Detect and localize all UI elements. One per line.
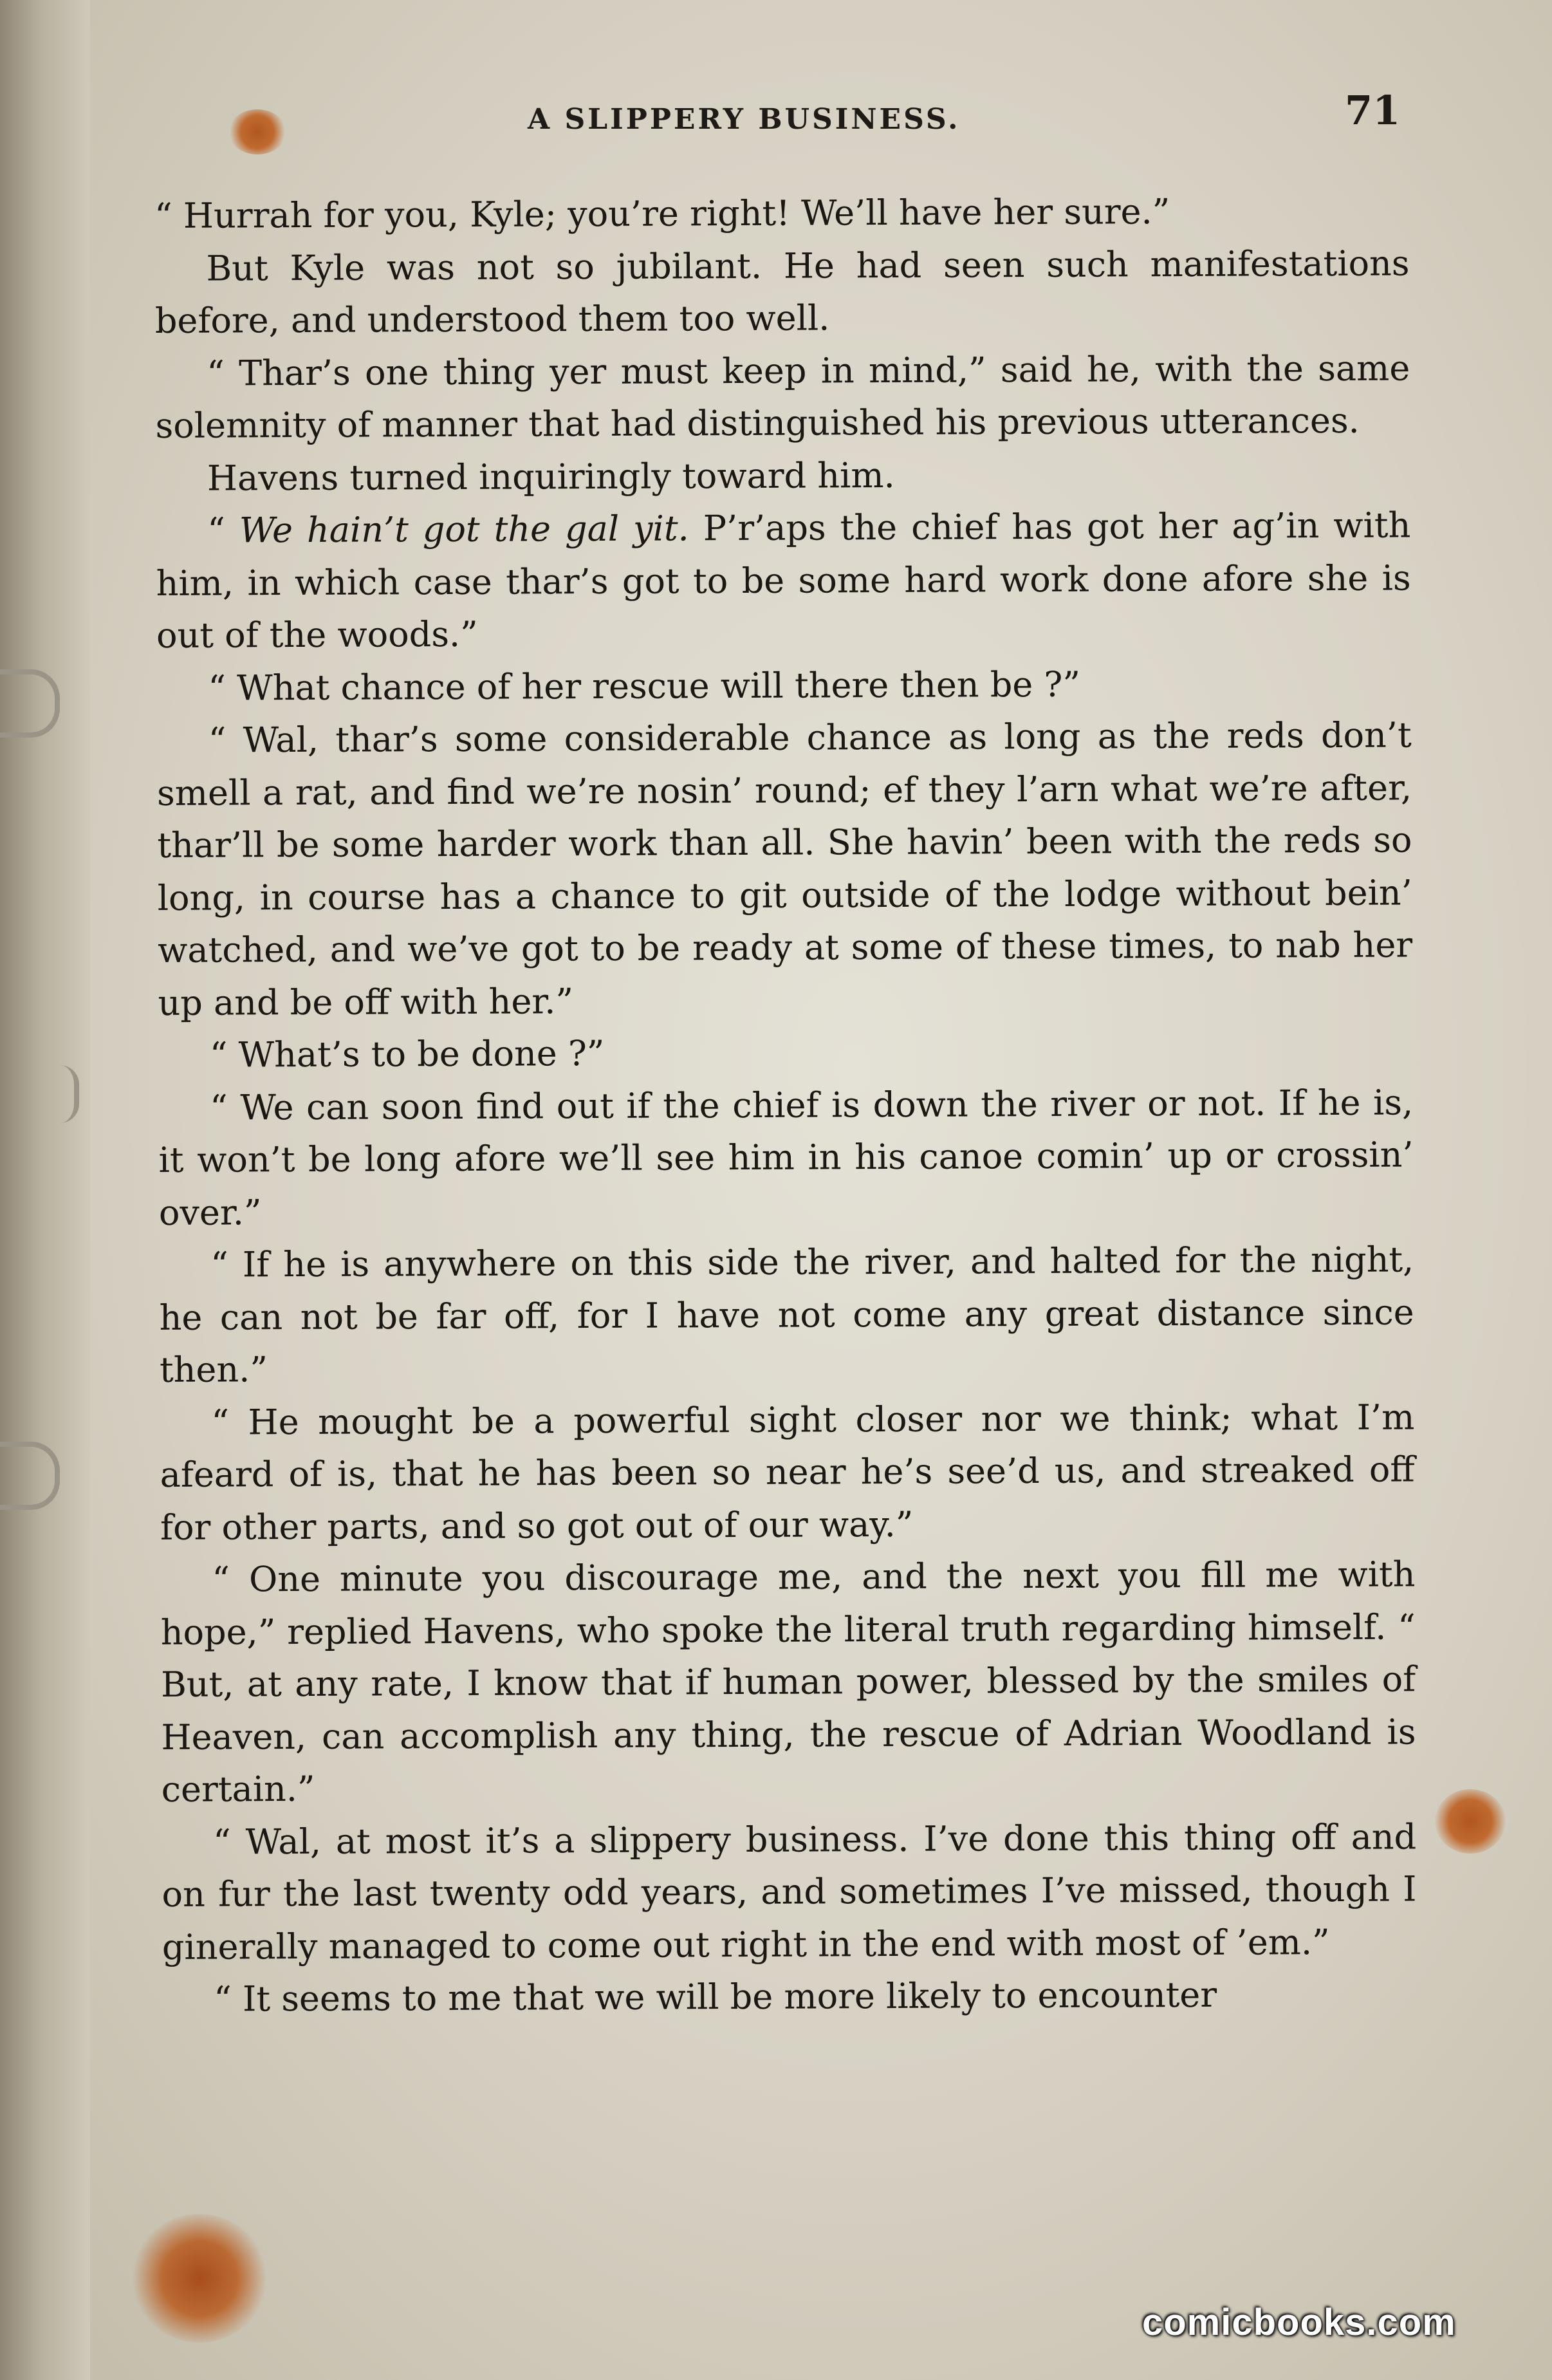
paragraph: “ If he is anywhere on this side the river, and halted for the night, he can not be far off, for I have not come any great distance since then.” [159, 1239, 1414, 1390]
page-binding-edge [0, 0, 90, 2380]
binding-staple [0, 1442, 60, 1510]
binding-staple [48, 1065, 79, 1123]
foxing-stain [132, 2214, 267, 2343]
paragraph: “ What’s to be done ?” [209, 1032, 605, 1075]
running-title: A SLIPPERY BUSINESS. [528, 103, 961, 136]
paragraph: “ What chance of her rescue will there then be ?” [208, 664, 1081, 709]
paragraph: “ Thar’s one thing yer must keep in mind,” said he, with the same solemnity of manner that had distinguished his previous utterances. [155, 347, 1410, 446]
paragraph: “ Hurrah for you, Kyle; you’re right! We’ll have her sure.” [154, 191, 1170, 236]
paragraph: “ Wal, thar’s some considerable chance as long as the reds don’t smell a rat, and find we’re nosin’ round; ef they l’arn what we’re after, thar’ll be some harder work than all. She havin’ been with the reds so long, in course has a chance to git outside of the lodge without bein’ watched, and we’ve got to be ready at some of these times, to nab her up and be off with her.” [156, 714, 1413, 1023]
paragraph: Havens turned inquiringly toward him. [207, 454, 895, 499]
binding-staple [0, 669, 60, 738]
body-text [154, 184, 1417, 2025]
page-number: 71 [1345, 87, 1401, 134]
paragraph: “ One minute you discourage me, and the next you fill me with hope,” replied Havens, who spoke the literal truth regarding himself. “ But, at any rate, I know that if human power, blessed by the smiles of Heaven, can accomplish any thing, the rescue of Adrian Woodland is certain.” [160, 1554, 1416, 1810]
site-watermark: comicbooks.com [1142, 2301, 1456, 2343]
paragraph: “ We can soon find out if the chief is down the river or not. If he is, it won’t be long afore we’ll see him in his canoe comin’ up or crossin’ over.” [158, 1081, 1414, 1233]
foxing-stain [228, 109, 286, 154]
foxing-stain [1435, 1789, 1506, 1854]
paragraph: “ He mought be a powerful sight closer nor we think; what I’m afeard of is, that he has been so near he’s see’d us, and streaked off for other parts, and so got out of our way.” [160, 1396, 1415, 1548]
paragraph: But Kyle was not so jubilant. He had seen such manifestations before, and understood them too well. [154, 242, 1410, 341]
paragraph: “ It seems to me that we will be more likely to encounter [214, 1974, 1217, 2020]
italic-emphasis: We hain’t got the gal yit. [239, 508, 689, 551]
paragraph: “ Wal, at most it’s a slippery business. I’ve done this thing off and on fur the last twenty odd years, and sometimes I’ve missed, though I ginerally managed to come out right in the end with most of ’em.” [162, 1816, 1417, 1967]
paragraph: “ We hain’t got the gal yit. P’r’aps the chief has got her ag’in with him, in which case thar’s got to be some hard work done afore she is out of the woods.” [156, 505, 1411, 656]
